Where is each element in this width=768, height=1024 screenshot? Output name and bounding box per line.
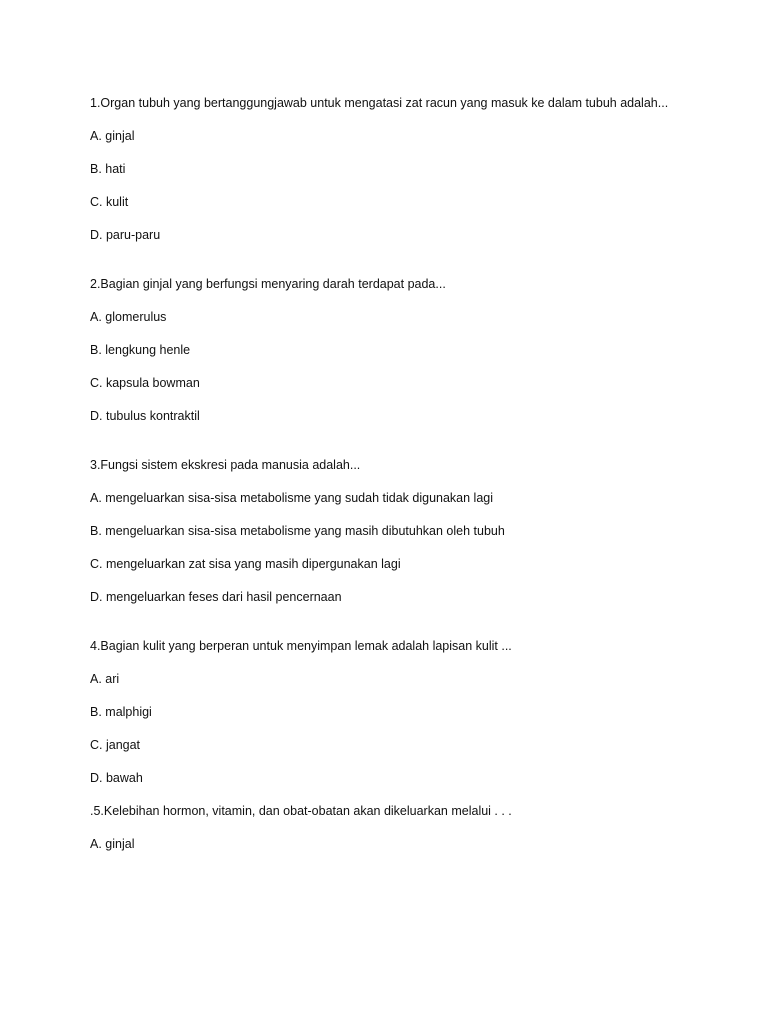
question-text: 3.Fungsi sistem ekskresi pada manusia adalah... [90,458,361,472]
option-b: B. mengeluarkan sisa-sisa metabolisme yang masih dibutuhkan oleh tubuh [90,524,505,538]
option-a: A. mengeluarkan sisa-sisa metabolisme yang sudah tidak digunakan lagi [90,491,494,505]
question-1 [90,95,730,243]
option-c: C. kapsula bowman [90,376,200,390]
option-d: D. bawah [90,771,143,785]
option-d: D. tubulus kontraktil [90,409,200,423]
question-4 [90,638,730,786]
option-d: D. paru-paru [90,228,161,242]
question-3 [90,457,730,605]
option-c: C. kulit [90,195,129,209]
question-text: 2.Bagian ginjal yang berfungsi menyaring darah terdapat pada... [90,277,446,291]
option-c: C. mengeluarkan zat sisa yang masih dipergunakan lagi [90,557,401,571]
question-2 [90,276,730,424]
question-text: 1.Organ tubuh yang bertanggungjawab untuk mengatasi zat racun yang masuk ke dalam tubuh adalah... [90,96,669,110]
question-text: 4.Bagian kulit yang berperan untuk menyimpan lemak adalah lapisan kulit ... [90,639,512,653]
option-a: A. ginjal [90,129,135,143]
question-text: .5.Kelebihan hormon, vitamin, dan obat-obatan akan dikeluarkan melalui . . . [90,804,512,818]
option-d: D. mengeluarkan feses dari hasil pencernaan [90,590,342,604]
option-a: A. ginjal [90,837,135,851]
option-a: A. glomerulus [90,310,167,324]
option-b: B. lengkung henle [90,343,191,357]
document-page [90,95,730,869]
option-c: C. jangat [90,738,141,752]
option-a: A. ari [90,672,120,686]
question-5 [90,803,730,852]
option-b: B. hati [90,162,126,176]
option-b: B. malphigi [90,705,152,719]
